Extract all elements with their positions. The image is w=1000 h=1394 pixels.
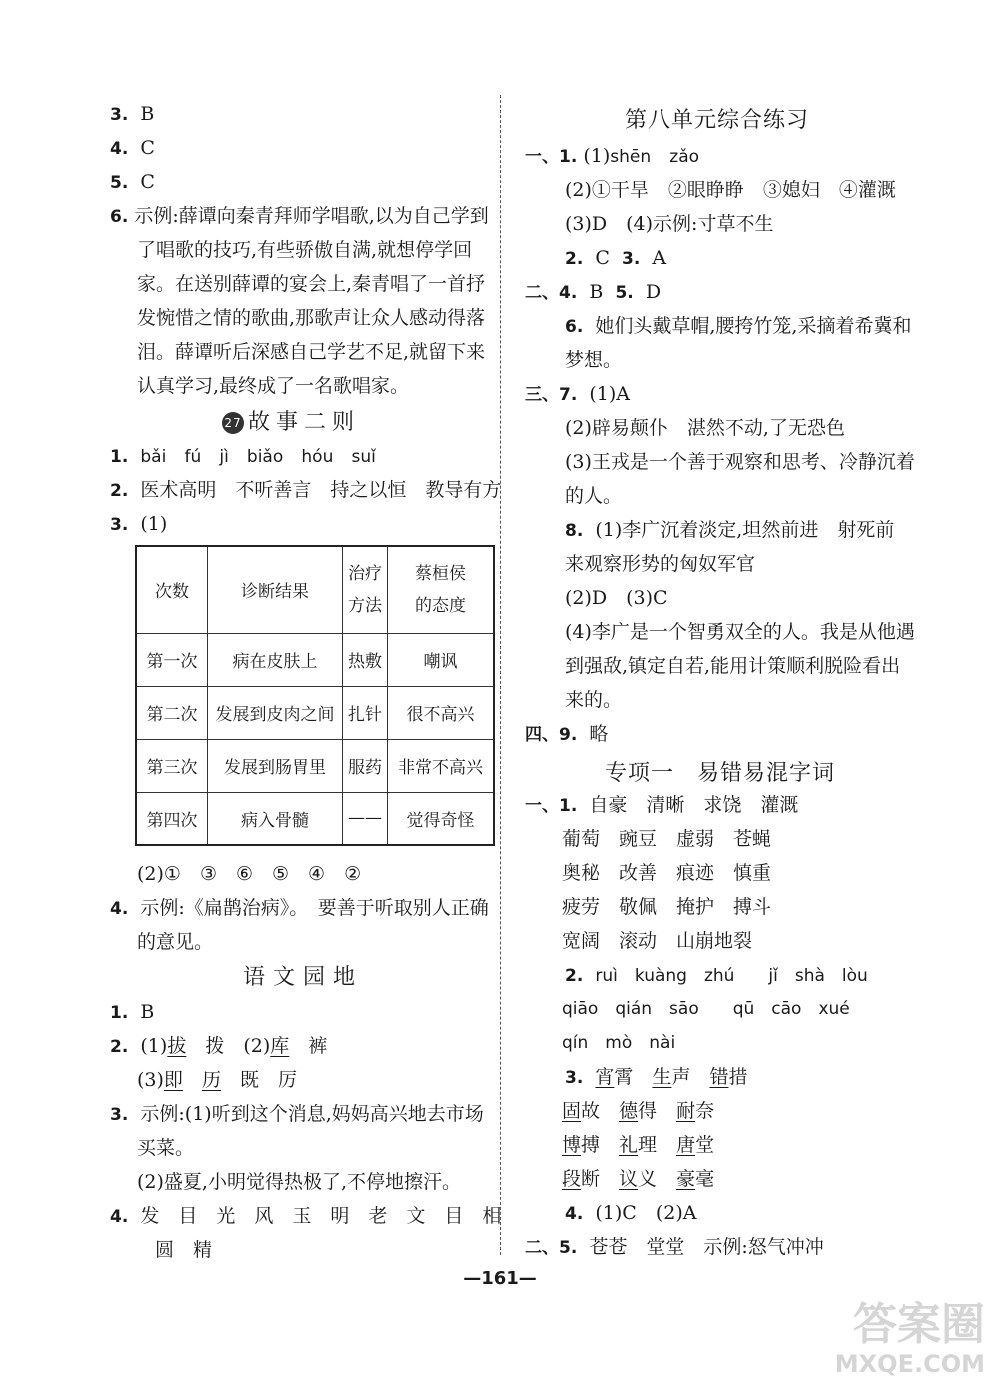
section-heading-yuwen: 语文园地 — [243, 965, 364, 990]
u8-7-line: (2)辟易颠仆 湛然不动,了无恐色 — [565, 417, 845, 439]
u8-8-line: (2)D (3)C — [565, 587, 668, 609]
sp-3-line: 固故 德得 耐奈 — [562, 1100, 715, 1122]
table-header-cell: 治疗 方法 — [343, 546, 388, 633]
yw-4-line: 圆 精 — [155, 1239, 213, 1261]
section-heading-special1: 专项一 易错易混字词 — [605, 761, 836, 786]
sp-1: 一、1. 自豪 清晰 求饶 灌溉 — [525, 794, 799, 816]
answer-5: 5. C — [110, 171, 155, 193]
q3: 3. (1) — [110, 513, 168, 535]
u8-2-3: 2. C 3. A — [565, 247, 667, 269]
table-cell: 发展到肠胃里 — [208, 739, 343, 792]
table-cell: 病在皮肤上 — [208, 633, 343, 686]
u8-6-line: 梦想。 — [565, 349, 623, 371]
u8-1-line: (2)①干旱 ②眼睁睁 ③媳妇 ④灌溉 — [565, 179, 896, 201]
table-row — [136, 739, 494, 792]
answer-6: 6. 示例:薛谭向秦青拜师学唱歌,以为自己学到 — [110, 205, 489, 227]
answer-6-line: 认真学习,最终成了一名歌唱家。 — [137, 375, 410, 397]
answer-6-line: 泪。薛谭听后深感自己学艺不足,就留下来 — [137, 341, 486, 363]
sp-3: 3. 宵霄 生声 错措 — [565, 1066, 748, 1088]
u8-4-5: 二、4. B 5. D — [525, 281, 662, 303]
u8-9: 四、9. 略 — [525, 723, 609, 745]
sp-1-line: 奥秘 改善 痕迹 慎重 — [562, 862, 772, 884]
table-cell: 非常不高兴 — [388, 739, 495, 792]
yw-1: 1. B — [110, 1001, 155, 1023]
u8-8-line: 到强敌,镇定自若,能用计策顺利脱险看出 — [565, 655, 901, 677]
table-cell: 发展到皮肉之间 — [208, 686, 343, 739]
yw-3-line: (2)盛夏,小明觉得热极了,不停地擦汗。 — [137, 1171, 461, 1193]
sp-1-line: 宽阔 滚动 山崩地裂 — [562, 930, 753, 952]
q4-line: 的意见。 — [137, 931, 214, 953]
yw-3-line: 买菜。 — [137, 1137, 195, 1159]
u8-1-line: (3)D (4)示例:寸草不生 — [565, 213, 774, 235]
table-header-row — [136, 546, 494, 633]
answer-4: 4. C — [110, 137, 155, 159]
table-cell: 第一次 — [136, 633, 208, 686]
table-cell: 觉得奇怪 — [388, 792, 495, 845]
yw-3: 3. 示例:(1)听到这个消息,妈妈高兴地去市场 — [110, 1103, 484, 1125]
sp-2-line: qiāo qián sāo qū cāo xué — [562, 999, 850, 1019]
sp-2: 2. ruì kuàng zhú jǐ shà lòu — [565, 966, 868, 986]
answer-3: 3. B — [110, 103, 155, 125]
u8-6: 6. 她们头戴草帽,腰挎竹笼,采摘着希冀和 — [565, 315, 912, 337]
sp-1-line: 葡萄 豌豆 虚弱 苍蝇 — [562, 828, 772, 850]
answer-6-line: 家。在送别薛谭的宴会上,秦青唱了一首抒 — [137, 273, 486, 295]
answer-6-line: 发惋惜之情的歌曲,那歌声让众人感动得落 — [137, 307, 486, 329]
sp-3-line: 段断 议义 豪毫 — [562, 1168, 715, 1190]
sp-3-line: 博搏 礼理 唐堂 — [562, 1134, 715, 1156]
q1-pinyin: 1. bǎi fú jì biǎo hóu suǐ — [110, 447, 376, 467]
sp-1-line: 疲劳 敬佩 掩护 搏斗 — [562, 896, 772, 918]
u8-7-line: (3)王戎是一个善于观察和思考、冷静沉着 — [565, 451, 915, 473]
table-row — [136, 686, 494, 739]
u8-1: 一、1. (1)shēn zǎo — [525, 145, 700, 167]
section-heading-unit8: 第八单元综合练习 — [625, 108, 810, 133]
table-cell: 第四次 — [136, 792, 208, 845]
yw-4: 4. 发 目 光 风 玉 明 老 文 目 相 — [110, 1205, 502, 1227]
section-heading-27: 27 故事二则 — [222, 405, 360, 436]
table-cell: 第三次 — [136, 739, 208, 792]
table-cell: 病入骨髓 — [208, 792, 343, 845]
table-header-cell: 蔡桓侯 的态度 — [388, 546, 495, 633]
column-divider — [500, 95, 501, 1255]
table-cell: 服药 — [343, 739, 388, 792]
table-header-cell: 诊断结果 — [208, 546, 343, 633]
table-cell: 热敷 — [343, 633, 388, 686]
sp-4: 4. (1)C (2)A — [565, 1202, 697, 1224]
page-number: —161— — [463, 1268, 537, 1289]
table-cell: 扎针 — [343, 686, 388, 739]
table-cell: 嘲讽 — [388, 633, 495, 686]
sp-5: 二、5. 苍苍 堂堂 示例:怒气冲冲 — [525, 1236, 824, 1258]
watermark-logo: 答案圈 MXQE.COM — [834, 1299, 985, 1378]
table-cell: 很不高兴 — [388, 686, 495, 739]
u8-7-line: 的人。 — [565, 485, 623, 507]
answer-6-line: 了唱歌的技巧,有些骄傲自满,就想停学回 — [137, 239, 473, 261]
table-row — [136, 792, 494, 845]
q4: 4. 示例:《扁鹊治病》。 要善于听取别人正确 — [110, 897, 489, 919]
diagnosis-table — [135, 545, 495, 846]
q3-part2: (2)① ③ ⑥ ⑤ ④ ② — [137, 863, 362, 885]
u8-7: 三、7. (1)A — [525, 383, 631, 405]
yw-2: 2. (1)拔 拨 (2)库 裤 — [110, 1035, 328, 1057]
yw-2-line: (3)即 历 既 厉 — [137, 1069, 297, 1091]
u8-8-line: (4)李广是一个智勇双全的人。我是从他遇 — [565, 621, 915, 643]
sp-2-line: qín mò nài — [562, 1033, 676, 1053]
u8-8-line: 来的。 — [565, 689, 623, 711]
table-row — [136, 633, 494, 686]
u8-8-line: 来观察形势的匈奴军官 — [565, 553, 756, 575]
table-header-cell: 次数 — [136, 546, 208, 633]
lesson-number-badge: 27 — [222, 412, 244, 434]
u8-8: 8. (1)李广沉着淡定,坦然前进 射死前 — [565, 519, 895, 541]
q2: 2. 医术高明 不听善言 持之以恒 教导有方 — [110, 479, 502, 501]
table-cell: 第二次 — [136, 686, 208, 739]
table-cell: —— — [343, 792, 388, 845]
